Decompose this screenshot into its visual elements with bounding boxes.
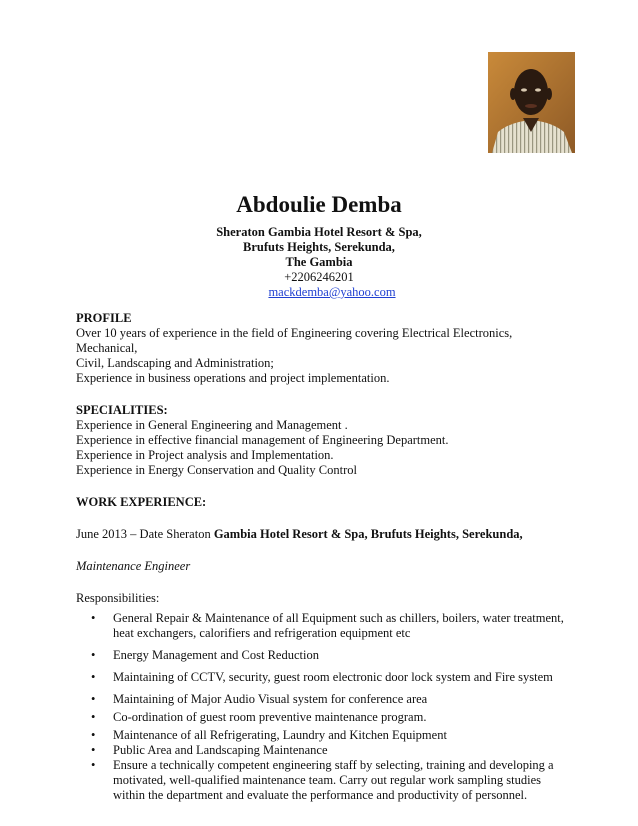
list-item (76, 670, 576, 685)
profile-photo (488, 52, 575, 153)
list-item-text: Energy Management and Cost Reduction (113, 648, 319, 662)
responsibilities-label: Responsibilities: (76, 591, 160, 605)
list-item (76, 758, 576, 803)
speciality-line: Experience in Project analysis and Implementation. (76, 448, 334, 462)
job-employer: Gambia Hotel Resort & Spa, Brufuts Heights, Serekunda, (213, 527, 523, 541)
list-item (76, 728, 576, 743)
bullet-icon: • (91, 670, 96, 684)
candidate-name: Abdoulie Demba (236, 192, 402, 217)
email-link[interactable]: mackdemba@yahoo.com (268, 285, 396, 299)
list-item-text: Co-ordination of guest room preventive maintenance program. (113, 710, 427, 724)
profile-line: Over 10 years of experience in the field of Engineering covering Electrical Electronics, Mechanical, (76, 326, 513, 355)
bullet-icon: • (91, 758, 96, 772)
phone-number: +2206246201 (284, 270, 354, 284)
list-item-text: Maintaining of Major Audio Visual system for conference area (113, 692, 428, 706)
list-item-text: Public Area and Landscaping Maintenance (113, 743, 328, 757)
bullet-icon: • (91, 692, 96, 706)
address-line-2: Brufuts Heights, Serekunda, (243, 240, 395, 254)
contact-block (0, 225, 638, 300)
portrait-image (488, 52, 575, 153)
bullet-icon: • (91, 611, 96, 625)
list-item (76, 710, 576, 725)
address-line-3: The Gambia (285, 255, 353, 269)
job-period: June 2013 – Date Sheraton (76, 527, 214, 541)
list-item (76, 692, 576, 707)
address-line-1: Sheraton Gambia Hotel Resort & Spa, (216, 225, 422, 239)
bullet-icon: • (91, 710, 96, 724)
list-item-text: General Repair & Maintenance of all Equipment such as chillers, boilers, water treatment, heat exchangers, calorifiers and refrigeration equipment etc (113, 611, 564, 640)
list-item (76, 611, 576, 641)
list-item-text: Maintaining of CCTV, security, guest room electronic door lock system and Fire system (113, 670, 553, 684)
speciality-line: Experience in Energy Conservation and Quality Control (76, 463, 357, 477)
work-experience-heading: WORK EXPERIENCE: (76, 495, 207, 509)
list-item (76, 648, 576, 663)
bullet-icon: • (91, 743, 96, 757)
responsibilities-list (76, 611, 576, 803)
speciality-line: Experience in effective financial management of Engineering Department. (76, 433, 449, 447)
bullet-icon: • (91, 648, 96, 662)
resume-body (76, 311, 576, 803)
profile-line: Civil, Landscaping and Administration; (76, 356, 274, 370)
profile-line: Experience in business operations and project implementation. (76, 371, 390, 385)
specialities-heading: SPECIALITIES: (76, 403, 168, 417)
job-role: Maintenance Engineer (76, 559, 191, 573)
bullet-icon: • (91, 728, 96, 742)
profile-heading: PROFILE (76, 311, 132, 325)
list-item (76, 743, 576, 758)
job-period-line (76, 527, 576, 542)
list-item-text: Ensure a technically competent engineering staff by selecting, training and developing a motivated, well-qualified maintenance team. Carry out regular work sampling studies within the department and evaluate the performance and productivity of personnel. (113, 758, 554, 802)
speciality-line: Experience in General Engineering and Management . (76, 418, 348, 432)
list-item-text: Maintenance of all Refrigerating, Laundry and Kitchen Equipment (113, 728, 447, 742)
